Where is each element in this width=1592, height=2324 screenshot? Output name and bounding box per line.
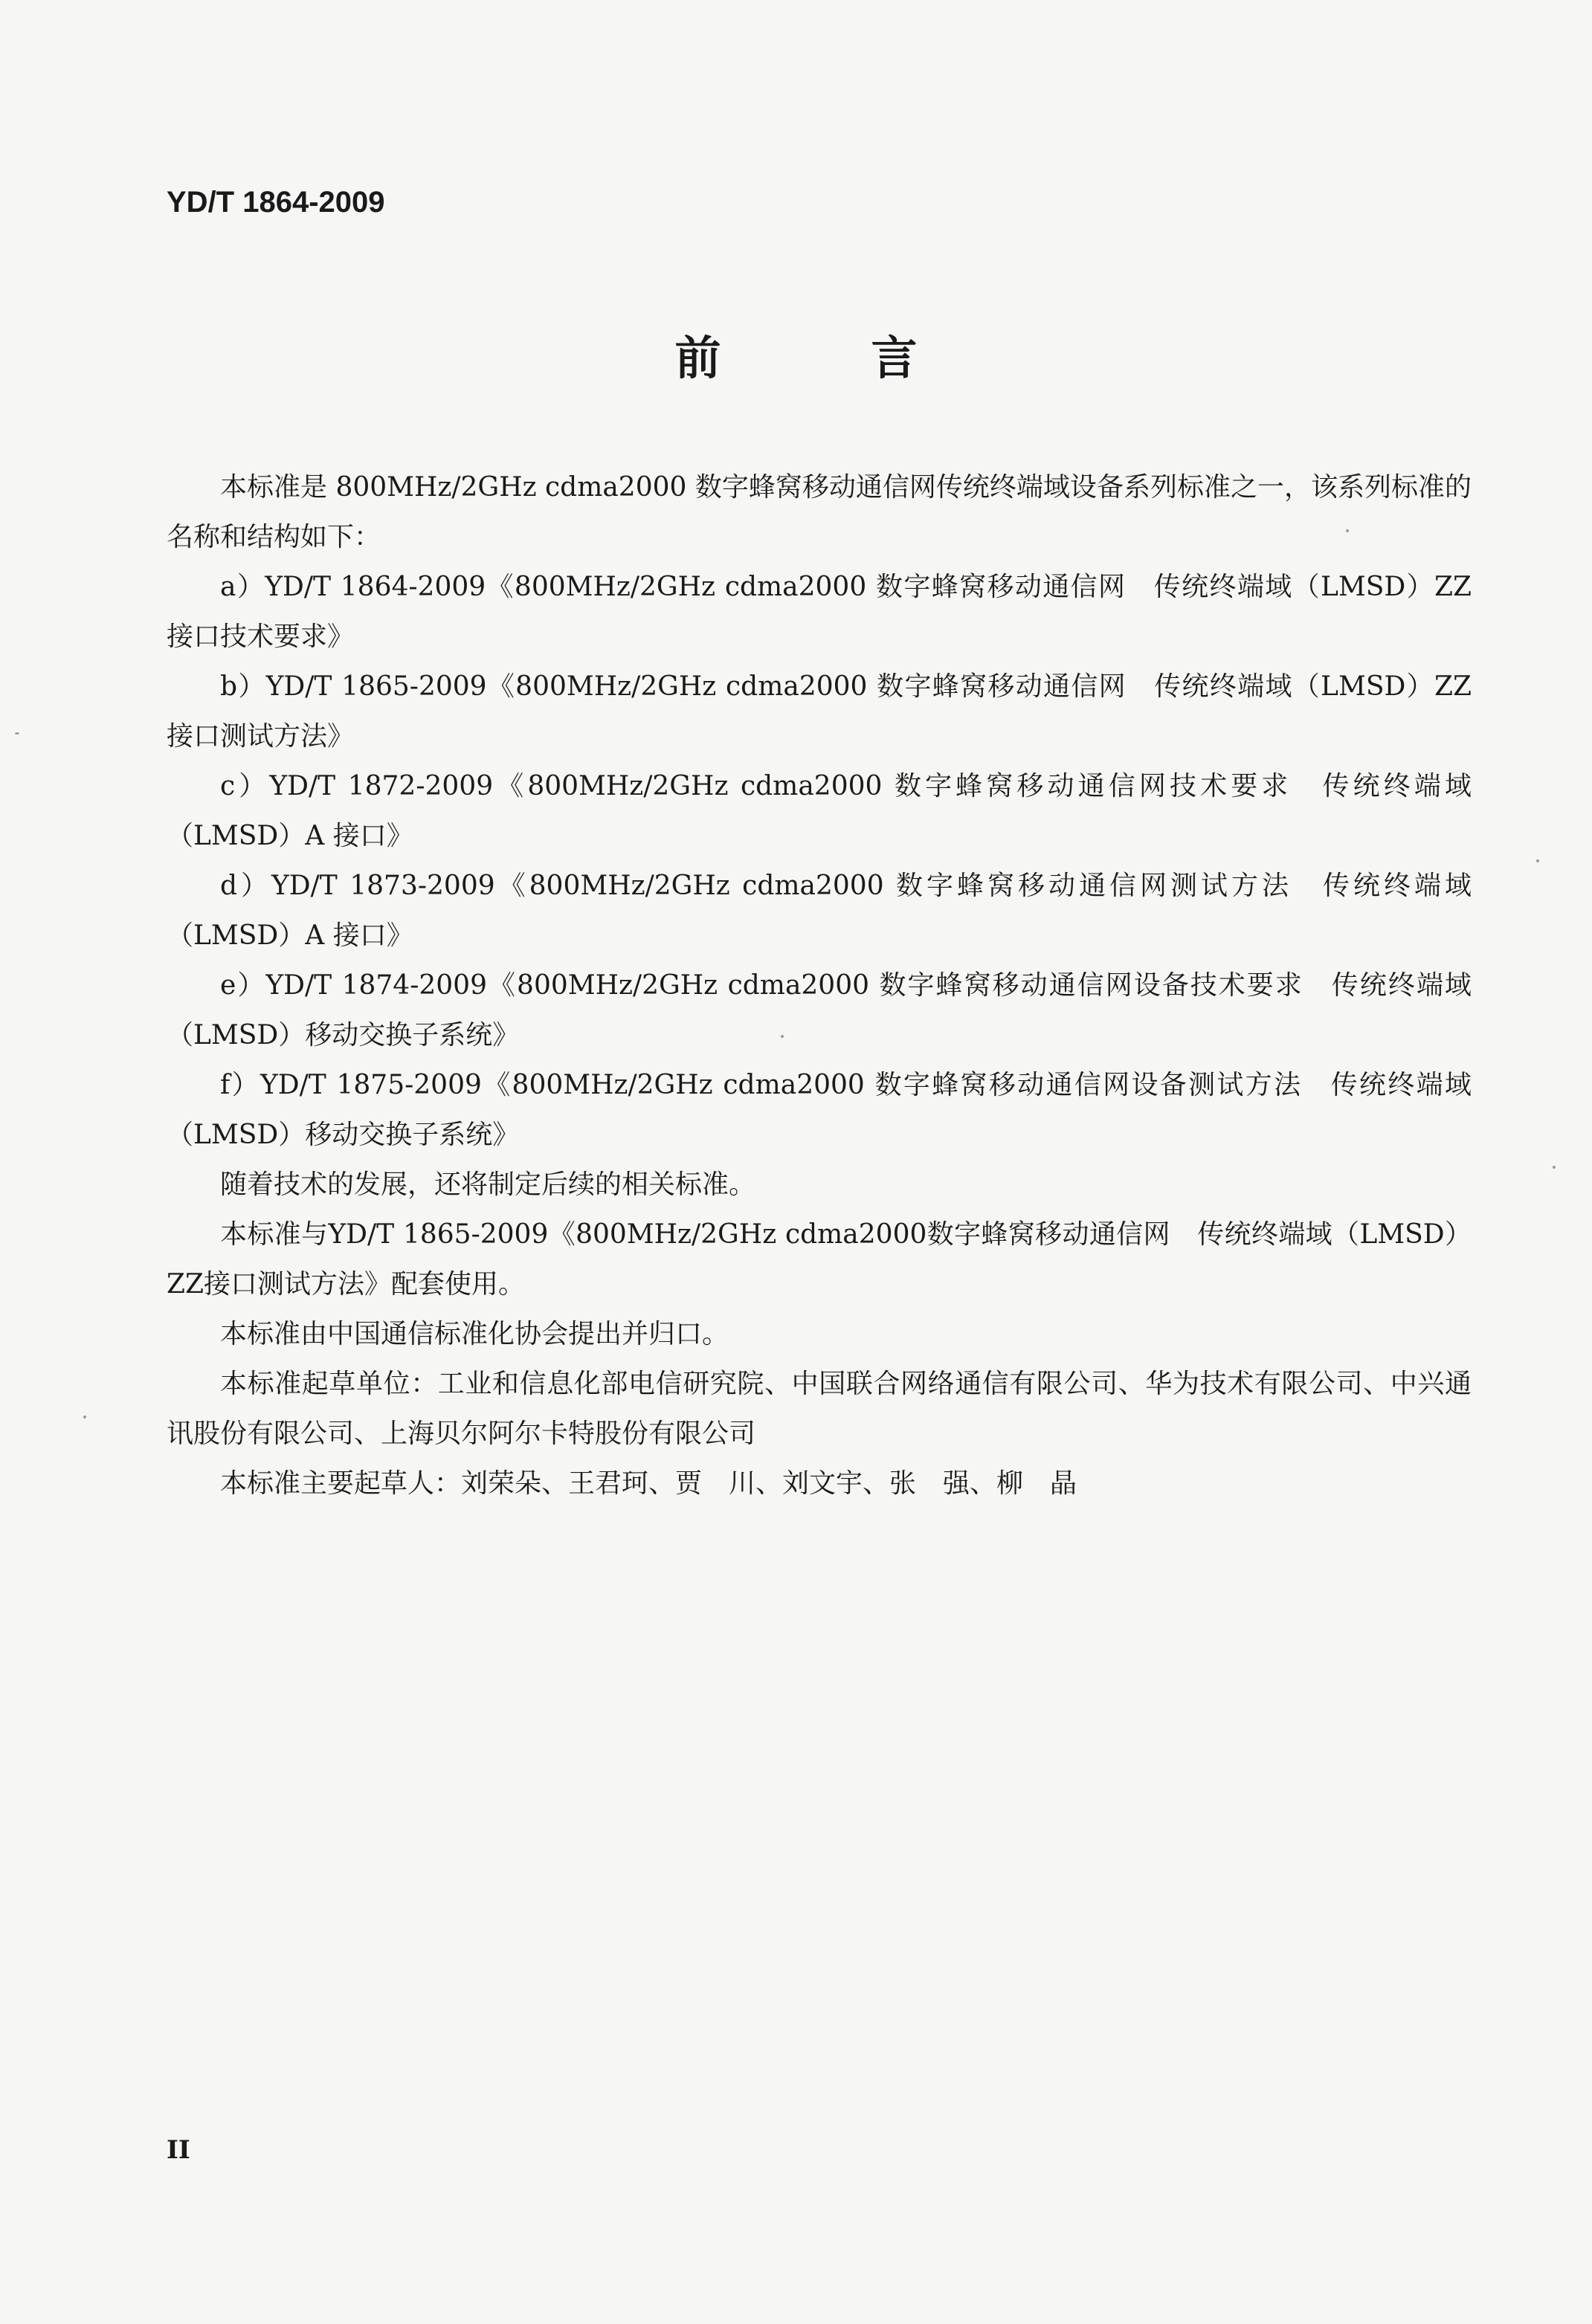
scan-speck	[1536, 859, 1539, 862]
scan-speck	[15, 732, 19, 735]
paragraph-drafting-units: 本标准起草单位：工业和信息化部电信研究院、中国联合网络通信有限公司、华为技术有限公司、中兴通讯股份有限公司、上海贝尔阿尔卡特股份有限公司	[167, 1369, 1472, 1449]
list-item-b: b）YD/T 1865-2009《800MHz/2GHz cdma2000 数字蜂窝移动通信网 传统终端域（LMSD）ZZ 接口测试方法》	[167, 671, 1472, 752]
paragraph-drafters: 本标准主要起草人：刘荣朵、王君珂、贾 川、刘文宇、张 强、柳 晶	[220, 1468, 1077, 1499]
list-item-c: c）YD/T 1872-2009《800MHz/2GHz cdma2000 数字蜂窝移动通信网技术要求 传统终端域（LMSD）A 接口》	[167, 771, 1472, 851]
paragraph-future: 随着技术的发展，还将制定后续的相关标准。	[220, 1169, 756, 1200]
list-item-f: f）YD/T 1875-2009《800MHz/2GHz cdma2000 数字蜂窝移动通信网设备测试方法 传统终端域（LMSD）移动交换子系统》	[167, 1070, 1472, 1150]
paragraph-intro: 本标准是 800MHz/2GHz cdma2000 数字蜂窝移动通信网传统终端域设备系列标准之一，该系列标准的名称和结构如下：	[167, 472, 1472, 552]
scan-speck	[83, 1416, 86, 1418]
standard-code: YD/T 1864-2009	[167, 186, 385, 219]
page-number: II	[167, 2135, 190, 2165]
list-item-e: e）YD/T 1874-2009《800MHz/2GHz cdma2000 数字蜂窝移动通信网设备技术要求 传统终端域（LMSD）移动交换子系统》	[167, 970, 1472, 1050]
paragraph-companion: 本标准与YD/T 1865-2009《800MHz/2GHz cdma2000数字蜂窝移动通信网 传统终端域（LMSD）ZZ接口测试方法》配套使用。	[167, 1219, 1472, 1300]
list-item-d: d）YD/T 1873-2009《800MHz/2GHz cdma2000 数字蜂窝移动通信网测试方法 传统终端域（LMSD）A 接口》	[167, 871, 1472, 951]
scan-speck	[781, 1035, 784, 1038]
scan-speck	[1346, 529, 1349, 532]
scan-speck	[1553, 1166, 1556, 1169]
list-item-a: a）YD/T 1864-2009《800MHz/2GHz cdma2000 数字蜂窝移动通信网 传统终端域（LMSD）ZZ 接口技术要求》	[167, 572, 1472, 652]
page-title: 前 言	[674, 331, 970, 385]
paragraph-proposer: 本标准由中国通信标准化协会提出并归口。	[220, 1319, 729, 1349]
body-text	[167, 462, 1472, 1508]
